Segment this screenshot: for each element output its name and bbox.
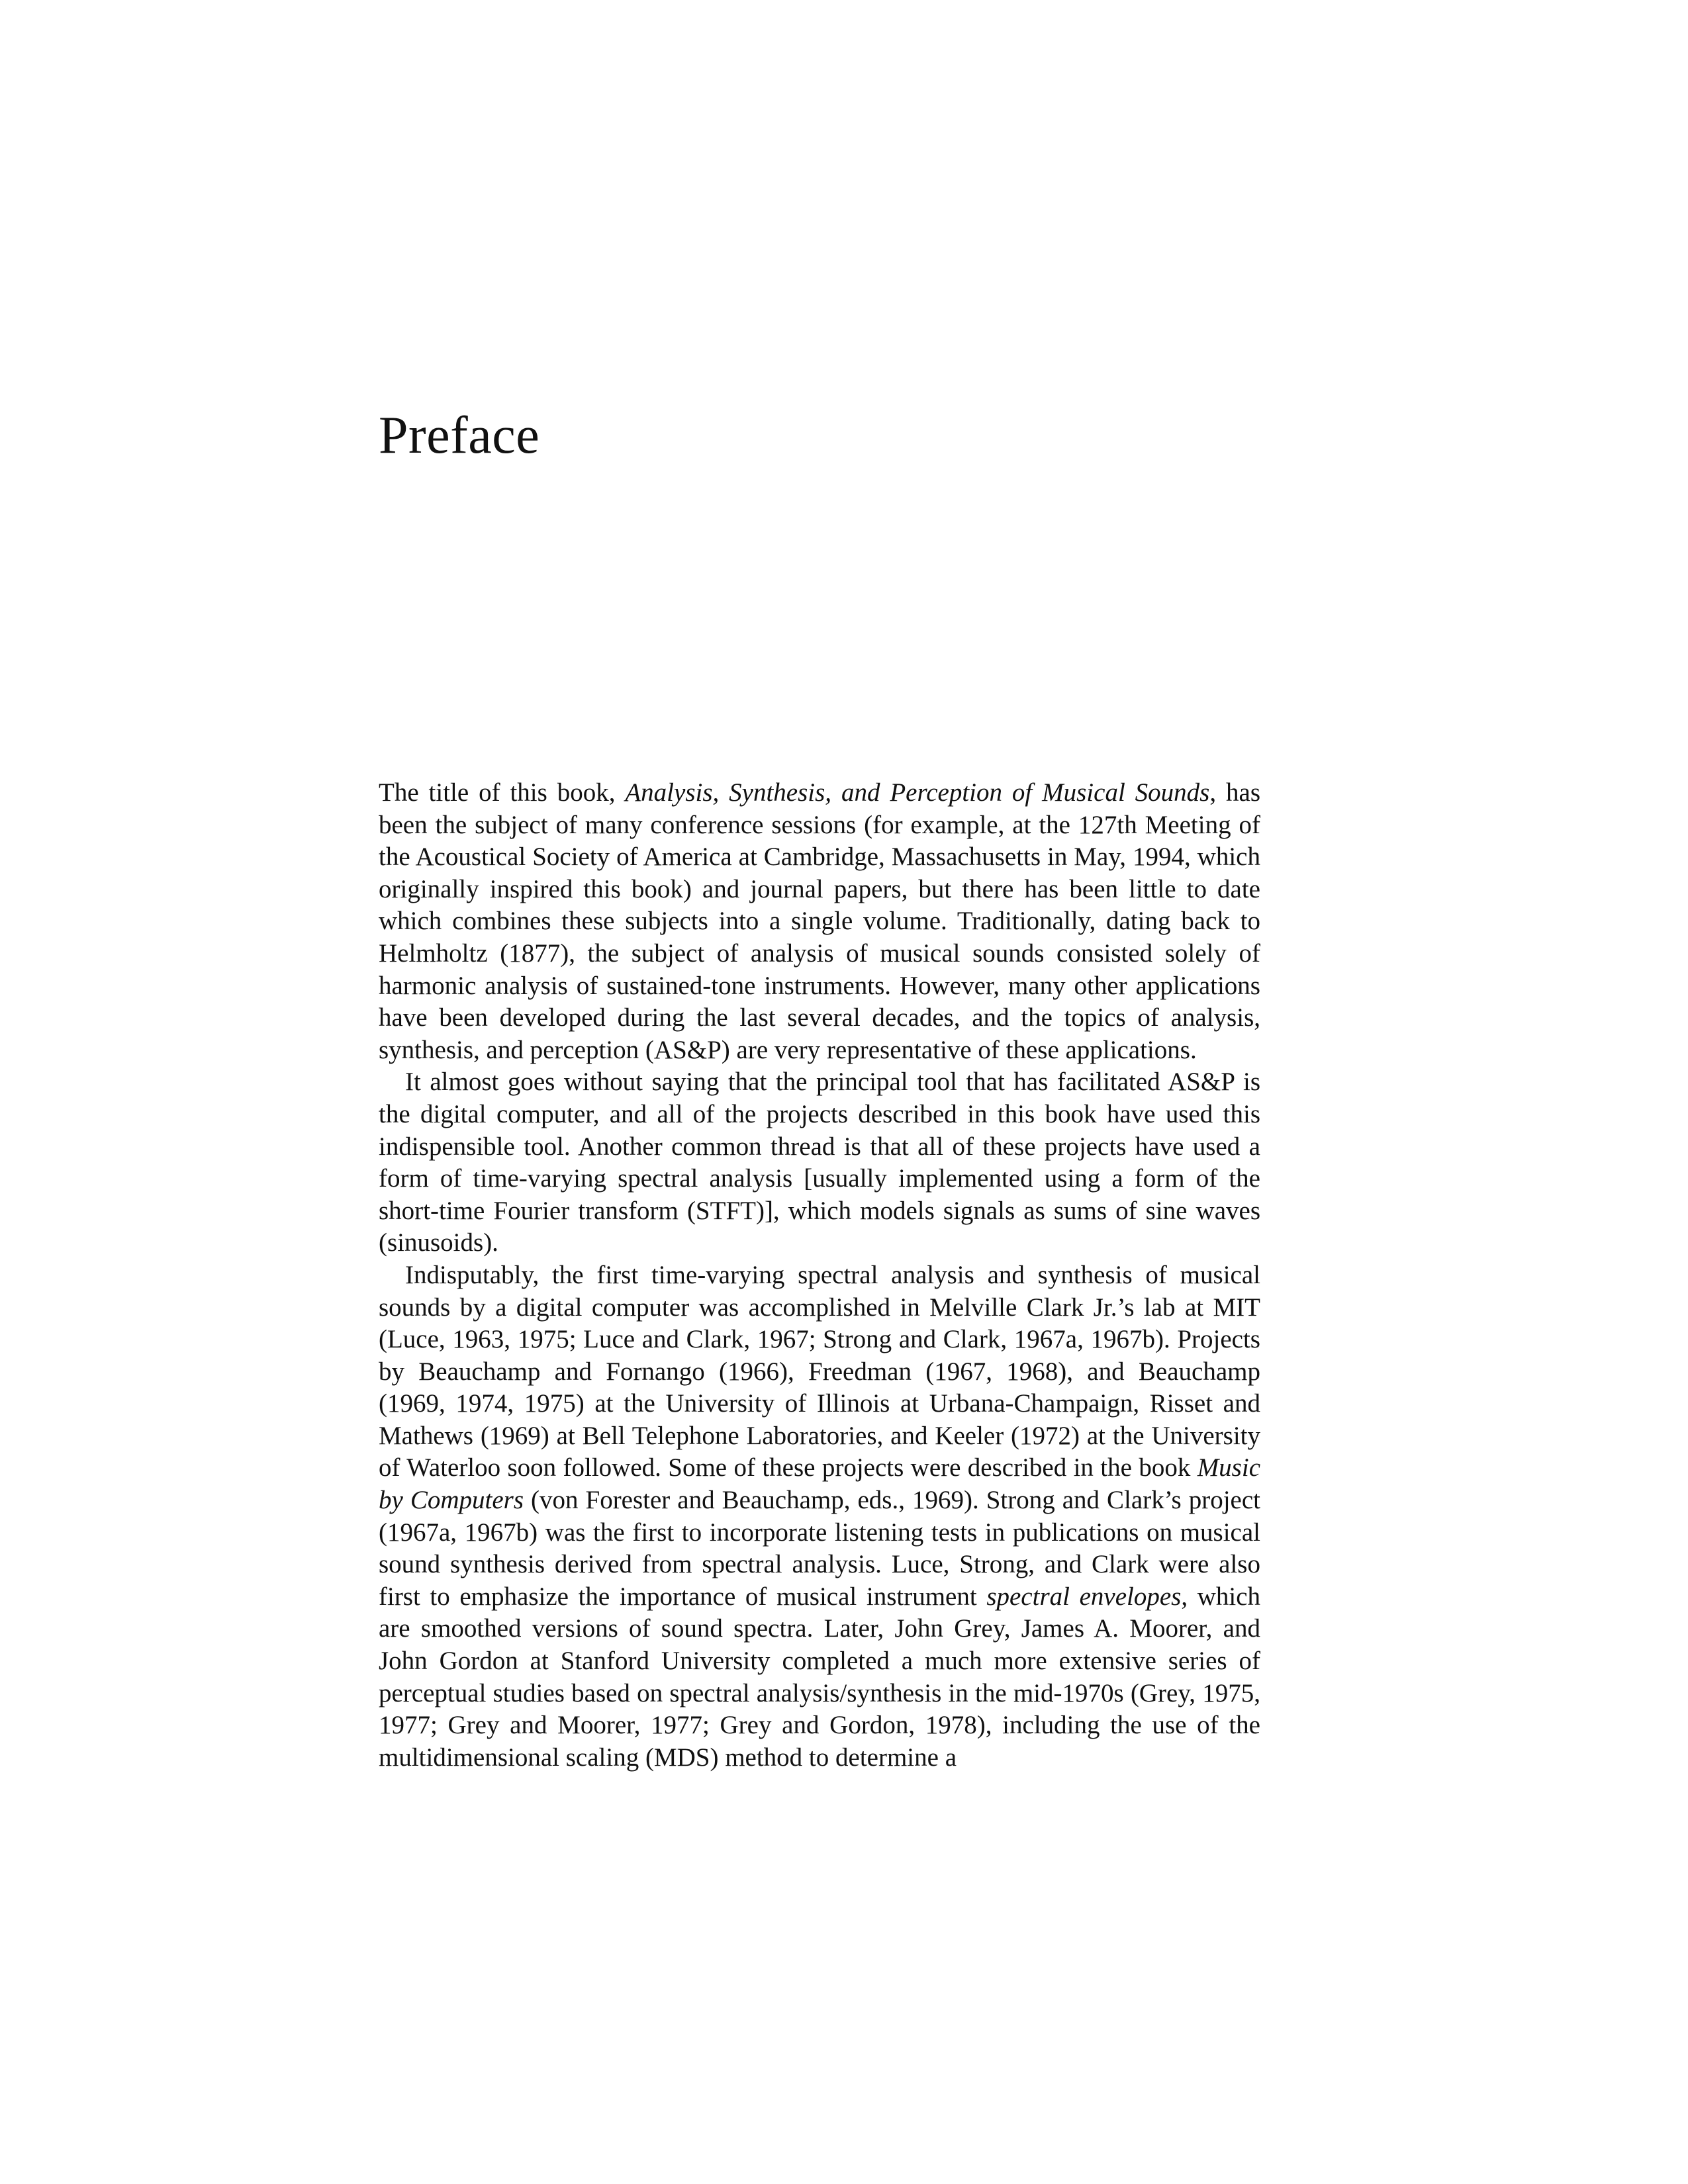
paragraph-3-text-b: (von Forester and Beauchamp, eds., 1969). Strong and Clark’s project (1967a, 1967b) was the first to incorporate listening tests in publications on musical sound synthesis derived from spectral analysis. Luce, Strong, and Clark were also first to emphasize the importance of musical instrument	[379, 1486, 1260, 1611]
paragraph-3-text-c: , which are smoothed versions of sound spectra. Later, John Grey, James A. Moorer, and John Gordon at Stanford University completed a much more extensive series of perceptual studies based on spectral analysis/synthesis in the mid-1970s (Grey, 1975, 1977; Grey and Moorer, 1977; Grey and Gordon, 1978), including the use of the multidimensional scaling (MDS) method to determine a	[379, 1582, 1260, 1772]
book-title-italic: Analysis, Synthesis, and Perception of Musical Sounds	[625, 778, 1210, 807]
paragraph-1-text-b: , has been the subject of many conference sessions (for example, at the 127th Meeting of the Acoustical Society of America at Cambridge, Massachusetts in May, 1994, which originally inspired this book) and journal papers, but there has been little to date which combines these subjects into a single volume. Traditionally, dating back to Helmholtz (1877), the subject of analysis of musical sounds consisted solely of harmonic analysis of sustained-tone instruments. However, many other applications have been developed during the last several decades, and the topics of analysis, synthesis, and perception (AS&P) are very representative of these applications.	[379, 778, 1260, 1064]
paragraph-2-text: It almost goes without saying that the principal tool that has facilitated AS&P is the digital computer, and all of the projects described in this book have used this indispensible tool. Another common thread is that all of these projects have used a form of time-varying spectral analysis [usually implemented using a form of the short-time Fourier transform (STFT)], which models signals as sums of sine waves (sinusoids).	[379, 1068, 1260, 1257]
paragraph-1	[379, 777, 1260, 1066]
paragraph-2	[379, 1066, 1260, 1259]
book-title-italic: Music by Computers	[379, 1453, 1260, 1515]
term-italic: spectral envelopes	[986, 1582, 1182, 1611]
paragraph-3-text-a: Indisputably, the first time-varying spectral analysis and synthesis of musical sounds by a digital computer was accomplished in Melville Clark Jr.’s lab at MIT (Luce, 1963, 1975; Luce and Clark, 1967; Strong and Clark, 1967a, 1967b). Projects by Beauchamp and Fornango (1966), Freedman (1967, 1968), and Beauchamp (1969, 1974, 1975) at the University of Illinois at Urbana-Champaign, Risset and Mathews (1969) at Bell Telephone Laboratories, and Keeler (1972) at the University of Waterloo soon followed. Some of these projects were described in the book	[379, 1260, 1260, 1482]
paragraph-3	[379, 1259, 1260, 1774]
page-title: Preface	[379, 406, 540, 465]
paragraph-1-text-a: The title of this book,	[379, 778, 626, 807]
preface-body	[379, 777, 1260, 1774]
